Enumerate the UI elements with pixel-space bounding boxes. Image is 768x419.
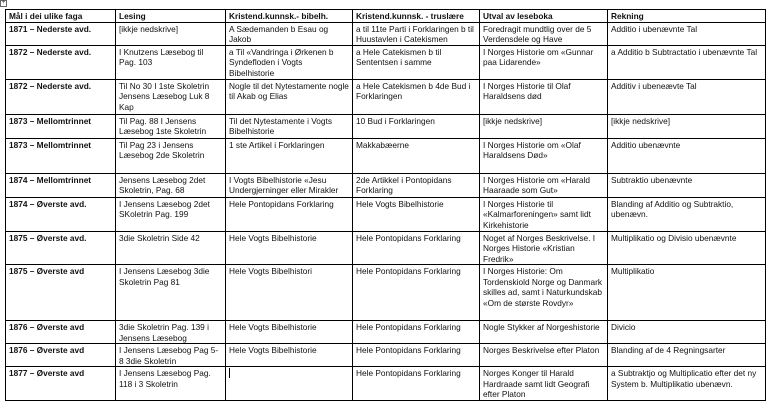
table-cell[interactable]: a Hele Catekismen b til Sententsen i samme [353,45,480,79]
table-cell[interactable]: Hele Pontopidans Forklaring [353,321,480,344]
table-cell[interactable]: a Til «Vandringa i Ørkenen b Syndefloden i Vogts Bibelhistorie [226,45,353,79]
header-cell: Mål i dei ulike faga [6,10,116,23]
table-cell[interactable]: Hele Pontopidans Forklaring [353,265,480,321]
text-cursor [229,368,230,378]
table-cell[interactable]: 1 ste Artikel i Forklaringen [226,138,353,173]
table-cell[interactable]: Til det Nytestamente i Vogts Bibelhistorie [226,114,353,138]
table-cell[interactable]: I Vogts Bibelhistorie «Jesu Undergjerninger eller Mirakler [226,173,353,197]
table-row [6,344,766,367]
table-cell[interactable]: 1874 – Øverste avd. [6,197,116,231]
table-row [6,265,766,321]
table-cell[interactable]: Additiv i ubeneævte Tal [608,79,766,114]
table-row [6,114,766,138]
table-cell[interactable]: 1876 – Øverste avd [6,344,116,367]
table-cell[interactable]: Nogle til det Nytestamente nogle til Akab og Elias [226,79,353,114]
table-cell[interactable]: I Norges Historie om «Gunnar paa Lidarende» [480,45,608,79]
table-cell[interactable]: Norges Konger til Harald Hardraade samt lidt Geografi efter Platon [480,367,608,401]
table-cell[interactable]: 1872 – Nederste avd. [6,45,116,79]
table-cell[interactable]: 1874 – Mellomtrinnet [6,173,116,197]
table-row [6,173,766,197]
table-cell[interactable]: I Norges Historie om «Olaf Haraldsens Død» [480,138,608,173]
table-cell[interactable]: I Jensens Læsebog 3die Skoletrin Pag 81 [116,265,226,321]
header-cell: Rekning [608,10,766,23]
table-cell[interactable]: I Norges Historie til «Kalmarforeningen» samt lidt Kirkehistorie [480,197,608,231]
header-cell: Kristend.kunnsk.- bibelh. [226,10,353,23]
table-cell[interactable]: I Jensens Læsebog 2det SKoletrin Pag. 199 [116,197,226,231]
table-cell[interactable]: 1875 – Øverste avd. [6,231,116,265]
table-cell[interactable]: Til Pag 23 i Jensens Læsebog 2de Skoletrin [116,138,226,173]
table-cell[interactable]: I Norges Historie om «Harald Haaraade som Gut» [480,173,608,197]
header-cell: Lesing [116,10,226,23]
table-cell[interactable]: Noget af Norges Beskrivelse. I Norges Historie «Kristian Fredrik» [480,231,608,265]
table-cell[interactable]: Foredragit mundtlig over de 5 Verdensdele og Have [480,22,608,45]
table-cell[interactable]: Hele Vogts Bibelhistorie [226,344,353,367]
table-cell[interactable]: 1872 – Nederste avd. [6,79,116,114]
table-cell[interactable]: Subtraktio ubenævnte [608,173,766,197]
table-row [6,138,766,173]
table-cell[interactable]: Hele Vogts Bibelhistorie [226,321,353,344]
table-cell[interactable]: I Jensens Læsebog Pag. 118 i 3 Skoletrin [116,367,226,401]
table-cell[interactable]: Hele Pontopidans Forklaring [353,231,480,265]
table-cell[interactable]: Multiplikatio [608,265,766,321]
table-cell[interactable]: 10 Bud i Forklaringen [353,114,480,138]
table-cell[interactable]: I Knutzens Læsebog til Pag. 103 [116,45,226,79]
table-row [6,321,766,344]
table-cell[interactable]: Additio i ubenævnte Tal [608,22,766,45]
header-cell: Utval av leseboka [480,10,608,23]
table-cell[interactable]: Jensens Læsebog 2det Skoletrin, Pag. 68 [116,173,226,197]
table-cell[interactable]: 3die Skoletrin Side 42 [116,231,226,265]
table-cell[interactable]: [ikkje nedskrive] [608,114,766,138]
table-cell[interactable]: a Subtraktjo og Multiplicatio efter det ny System b. Multiplikatio ubenævn. [608,367,766,401]
table-cell[interactable]: Hele Vogts Bibelhistorie [353,197,480,231]
curriculum-table [5,9,766,401]
table-cell[interactable]: Nogle Stykker af Norgeshistorie [480,321,608,344]
table-row [6,45,766,79]
table-cell[interactable]: a til 11te Parti i Forklaringen b til Huustavlen i Catekismen [353,22,480,45]
table-cell[interactable]: Hele Vogts Bibelhistori [226,265,353,321]
table-cell[interactable]: I Norges Historie: Om Tordenskiold Norge og Danmark skilles ad, samt i Naturkundskab «Om de største Rovdyr» [480,265,608,321]
table-row [6,231,766,265]
table-row [6,197,766,231]
table-cell[interactable]: Additio ubenævnte [608,138,766,173]
table-cell[interactable]: a Hele Catekismen b 4de Bud i Forklaringen [353,79,480,114]
table-cell[interactable]: Hele Vogts Bibelhistorie [226,231,353,265]
table-cell[interactable]: 1873 – Mellomtrinnet [6,114,116,138]
table-cell[interactable]: 2de Artikkel i Pontopidans Forklaring [353,173,480,197]
table-cell[interactable]: 1873 – Mellomtrinnet [6,138,116,173]
table-cell[interactable]: [ikkje nedskrive] [116,22,226,45]
table-row [6,79,766,114]
table-cell[interactable]: Hele Pontopidans Forklaring [353,367,480,401]
table-cell[interactable]: Hele Pontopidans Forklaring [226,197,353,231]
table-cell[interactable]: I Jensens Læsebog Pag 5-8 3die Skoletrin [116,344,226,367]
table-cell[interactable]: Til Pag. 88 I Jensens Læsebog 1ste Skoletrin [116,114,226,138]
table-cell[interactable]: 3die Skoletrin Pag. 139 i Jensens Læsebog [116,321,226,344]
header-cell: Kristend.kunnsk. - truslære [353,10,480,23]
table-cell[interactable]: 1876 – Øverste avd [6,321,116,344]
table-cell[interactable]: A Sædemanden b Esau og Jakob [226,22,353,45]
table-cell[interactable]: Til No 30 I 1ste Skoletrin Jensens Læsebog Luk 8 Kap [116,79,226,114]
table-cell[interactable]: 1875 – Øverste avd [6,265,116,321]
table-cell[interactable] [226,367,353,401]
table-cell[interactable]: 1877 – Øverste avd [6,367,116,401]
table-row [6,22,766,45]
table-cell[interactable]: I Norges Historie til Olaf Haraldsens død [480,79,608,114]
table-cell[interactable]: [ikkje nedskrive] [480,114,608,138]
header-row [6,10,766,23]
table-cell[interactable]: Norges Beskrivelse efter Platon [480,344,608,367]
table-cell[interactable]: Hele Pontopidans Forklaring [353,344,480,367]
table-cell[interactable]: Makkabæerne [353,138,480,173]
table-cell[interactable]: a Additio b Subtractatio i ubenævnte Tal [608,45,766,79]
table-cell[interactable]: Blanding af de 4 Regningsarter [608,344,766,367]
table-cell[interactable]: Divicio [608,321,766,344]
table-cell[interactable]: 1871 – Nederste avd. [6,22,116,45]
table-cell[interactable]: Multiplikatio og Divisio ubenævnte [608,231,766,265]
table-cell[interactable]: Blanding af Additio og Subtraktio, ubenævn. [608,197,766,231]
table-row [6,367,766,401]
table-move-handle-icon[interactable]: + [1,0,6,6]
